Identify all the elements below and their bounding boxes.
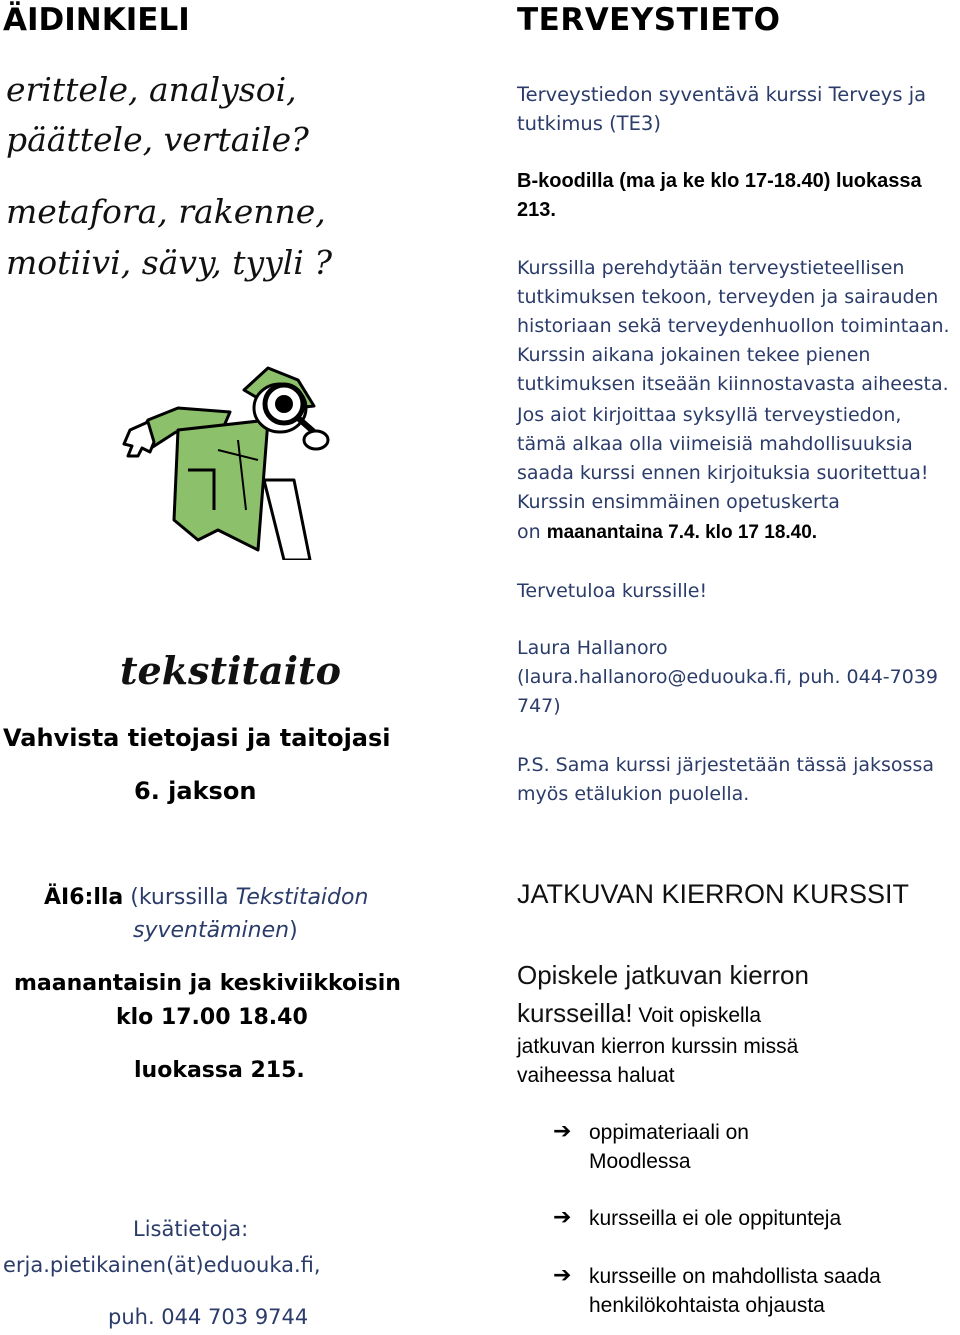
bullet-text: oppimateriaali on	[589, 1121, 749, 1144]
info-email: erja.pietikainen(ät)eduouka.fi,	[3, 1253, 321, 1277]
prompt-line-3: metafora, rakenne,	[6, 192, 326, 231]
ai6-course-italic-1: Tekstitaidon	[235, 885, 369, 910]
ai6-schedule-line-1: maanantaisin ja keskiviikkoisin	[14, 971, 401, 996]
bullet-text: kursseille on mahdollista saada	[589, 1265, 881, 1288]
tekstitaito-title: tekstitaito	[120, 648, 341, 693]
course-code-line-1: B-koodilla (ma ja ke klo 17-18.40) luokassa	[517, 170, 922, 192]
prompt-line-2: päättele, vertaile?	[6, 120, 309, 159]
ai6-schedule-line-2: klo 17.00 18.40	[116, 1005, 308, 1030]
cta-line-4: vaiheessa haluat	[517, 1064, 675, 1087]
description-line: saada kurssi ennen kirjoituksia suoritettua!	[517, 462, 929, 484]
ai6-course-close: )	[289, 918, 298, 943]
teacher-contact-cont: 747)	[517, 695, 561, 717]
cta-line-2	[517, 998, 761, 1029]
teacher-name: Laura Hallanoro	[517, 637, 668, 659]
cta-rest: Voit opiskella	[632, 1004, 762, 1027]
detective-illustration	[118, 360, 338, 560]
arrow-icon: ➔	[553, 1263, 572, 1288]
prompt-line-4: motiivi, sävy, tyyli ?	[6, 243, 333, 282]
ps-line-1: P.S. Sama kurssi järjestetään tässä jaksossa	[517, 754, 934, 776]
prompt-line-1: erittele, analysoi,	[6, 70, 297, 109]
course-name-line-2: tutkimus (TE3)	[517, 112, 661, 135]
ps-line-2: myös etälukion puolella.	[517, 783, 750, 805]
description-line: historiaan sekä terveydenhuollon toimintaan.	[517, 315, 950, 337]
ai6-course-open: (kurssilla	[123, 885, 236, 910]
arrow-icon: ➔	[553, 1205, 572, 1230]
tekstitaito-period: 6. jakson	[134, 777, 257, 805]
ai6-course-line-1	[44, 885, 368, 910]
description-line: Kurssilla perehdytään terveystieteellisen	[517, 257, 905, 279]
description-line: Jos aiot kirjoittaa syksyllä terveystiedon,	[517, 404, 902, 426]
info-label: Lisätietoja:	[133, 1217, 249, 1241]
welcome-text: Tervetuloa kurssille!	[517, 580, 708, 602]
info-phone: puh. 044 703 9744	[108, 1305, 309, 1329]
cta-line-1: Opiskele jatkuvan kierron	[517, 960, 809, 990]
course-name-line-1: Terveystiedon syventävä kurssi Terveys ja	[517, 83, 927, 106]
ai6-course-line-2	[133, 918, 298, 943]
bullet-text: Moodlessa	[589, 1150, 691, 1173]
ai6-room: luokassa 215.	[134, 1058, 305, 1083]
teacher-contact: (laura.hallanoro@eduouka.fi, puh. 044-7039	[517, 666, 938, 688]
course-start	[517, 521, 817, 544]
ai6-course-code: ÄI6:lla	[44, 885, 124, 910]
course-start-date: maanantaina 7.4. klo 17 18.40.	[546, 522, 818, 543]
terveystieto-heading: TERVEYSTIETO	[517, 2, 781, 38]
cta-bold: kursseilla!	[517, 998, 633, 1028]
tekstitaito-subtitle: Vahvista tietojasi ja taitojasi	[3, 724, 391, 752]
bullet-text: kursseilla ei ole oppitunteja	[589, 1207, 842, 1230]
aidinkieli-heading: ÄIDINKIELI	[3, 2, 190, 38]
cta-line-3: jatkuvan kierron kurssin missä	[517, 1035, 799, 1058]
course-start-prefix: on	[517, 521, 547, 543]
description-line: Kurssin ensimmäinen opetuskerta	[517, 491, 840, 513]
arrow-icon: ➔	[553, 1119, 572, 1144]
description-line: tutkimuksen tekoon, terveyden ja sairauden	[517, 286, 939, 308]
jatkuva-heading: JATKUVAN KIERRON KURSSIT	[517, 879, 910, 909]
ai6-course-italic-2: syventäminen	[133, 918, 290, 943]
description-line: tämä alkaa olla viimeisiä mahdollisuuksia	[517, 433, 913, 455]
course-code-line-2: 213.	[517, 199, 556, 221]
description-line: Kurssin aikana jokainen tekee pienen	[517, 344, 871, 366]
description-line: tutkimuksen itseään kiinnostavasta aiheesta.	[517, 373, 949, 395]
bullet-text: henkilökohtaista ohjausta	[589, 1294, 825, 1317]
